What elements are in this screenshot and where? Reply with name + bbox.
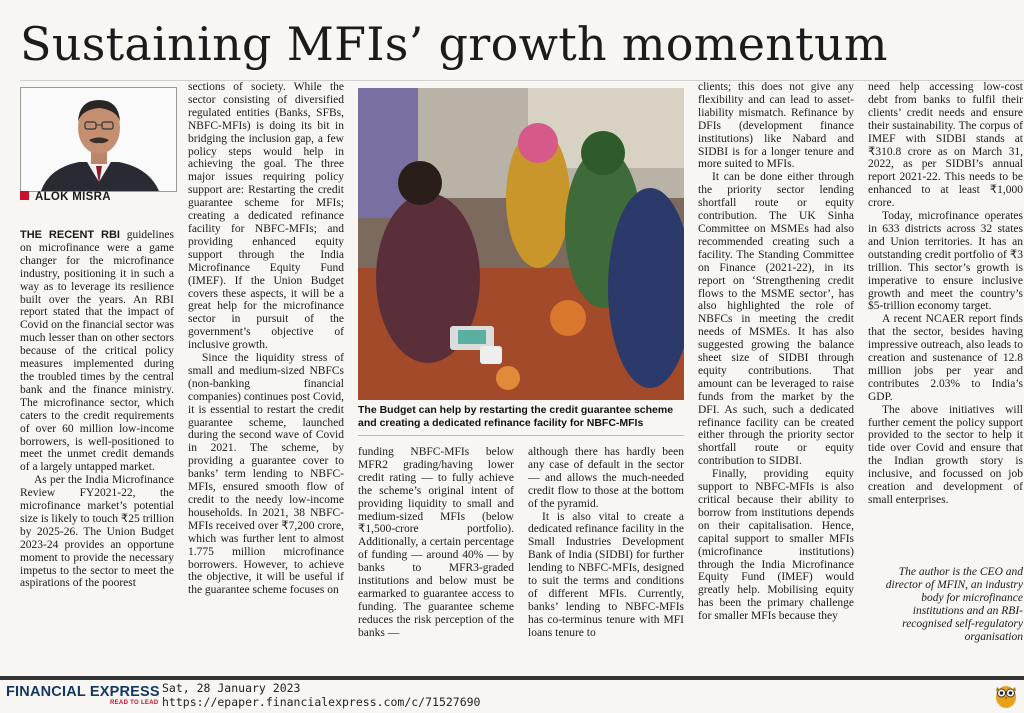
- lead-in: THE RECENT RBI: [20, 229, 120, 241]
- epaper-url[interactable]: https://epaper.financialexpress.com/c/71527690: [162, 695, 481, 709]
- headline: Sustaining MFIs’ growth momentum: [20, 17, 888, 71]
- col6-paragraph-4: The above initiatives will further cement the policy support provided to the sector to help it tide over Covid and ensure that the Indian growth story is inclusive, and focussed on job creation and development of small enterprises.: [868, 403, 1023, 506]
- caption-rule: [358, 435, 684, 436]
- column-5: [698, 81, 854, 623]
- column-4: [528, 446, 684, 640]
- col5-paragraph-2: It can be done either through the priority sector lending shortfall route or equity contribution. The UK Sinha Committee on MSMEs had also recommended creating such a facility. The Standing Committee on Finance (2021-22), in its report on ‘Strengthening credit flows to the MSME sector’, has also highlighted the role of NBFCs in meeting the credit needs of MSMEs. It has also suggested growing the balance sheet size of SIDBI through equity contributions. That amount can be leveraged to raise funds from the market by the DFI. As such, such a dedicated refinance facility can be created either through the priority sector shortfall route or equity contribution to SIDBI.: [698, 171, 854, 468]
- column-6: [868, 81, 1023, 507]
- column-1: [20, 229, 174, 590]
- author-name: ALOK MISRA: [35, 191, 111, 203]
- col5-paragraph-3: Finally, providing equity support to NBFC-MFIs is also critical because their ability to borrow from institutions depends on their capitalisation. Hence, capital support to smaller MFIs (microfinance institutions) through the India Microfinance Equity Fund (IMEF) would greatly help. Mobilising equity has been the primary challenge for smaller MFIs because they: [698, 468, 854, 623]
- col1-p1-text: guidelines on microfinance were a game changer for the microfinance industry, positioning it in such a way as to leverage its resilience built over the years. An RBI report stated that the impact of Covid on the financial sector was much lesser than on other sectors because of the critical policy measures implemented during the troubled times by the central bank and the finance ministry. The microfinance sector, which caters to the credit requirements of over 60 million low-income borrowers, is well-positioned to meet the unmet credit demands of a largely untapped market.: [20, 229, 174, 474]
- col2-paragraph-2: Since the liquidity stress of small and medium-sized NBFCs (non-banking financial companies) continues post Covid, it is essential to restart the credit guarantee scheme, launched during the second wave of Covid in 2021. The scheme, by providing a guarantee cover to banks’ term lending to NBFC-MFIs, ensured smooth flow of credit to the needy low-income households. In 2021, 38 NBFC-MFIs received over ₹7,200 crore, which was further lent to almost 1.775 million microfinance borrowers. However, to achieve the objective, it will be useful if the guarantee scheme focuses on: [188, 352, 344, 597]
- column-3: [358, 446, 514, 640]
- author-portrait: [20, 87, 177, 192]
- author-footnote: The author is the CEO and director of MFIN, an industry body for microfinance institutions and an RBI-recognised self-regulatory organisation: [885, 566, 1023, 643]
- article-photo: [358, 88, 684, 400]
- col4-paragraph-2: It is also vital to create a dedicated refinance facility in the Small Industries Development Bank of India (SIDBI) for further lending to NBFC-MFIs, designed to suit the terms and conditions of different MFIs. Currently, banks’ lending to NBFC-MFIs has co-terminus tenure with MFI loans tenure to: [528, 510, 684, 639]
- owl-mascot-icon: [994, 681, 1018, 709]
- financial-express-logo: FINANCIAL EXPRESS: [6, 684, 160, 700]
- col1-paragraph-1: [20, 229, 174, 474]
- col6-paragraph-3: A recent NCAER report finds that the sector, besides having impressive outreach, also leads to creation and sustenance of 12.8 million jobs per year and contributes 2.03% to India’s GDP.: [868, 313, 1023, 403]
- edition-date: Sat, 28 January 2023: [162, 681, 301, 695]
- col3-paragraph-1: funding NBFC-MFIs below MFR2 grading/having lower credit rating — to fully achieve the scheme’s original intent of providing liquidity to small and medium-sized MFIs (below ₹1,500-crore portfolio). Additionally, a certain percentage of funding — around 40% — by banks to MFR3-graded institutions and below must be earmarked to guarantee access to funding. The guarantee scheme reduces the risk perception of the banks —: [358, 446, 514, 639]
- logo-tagline: READ TO LEAD: [110, 700, 159, 706]
- footer-rule: [0, 676, 1024, 680]
- col6-paragraph-1: need help accessing low-cost debt from banks to fulfil their clients’ credit needs and ensure their sustainability. The corpus of IMEF with SIDBI stands at ₹310.8 crore as on March 31, 2022, as per SIDBI’s annual report 2021-22. This needs to be enhanced to at least ₹1,000 crore.: [868, 81, 1023, 210]
- col4-paragraph-1: although there has hardly been any case of default in the sector — and allows the much-needed credit flow to those at the bottom of the pyramid.: [528, 446, 684, 510]
- photo-caption: The Budget can help by restarting the credit guarantee scheme and creating a dedicated refinance facility for NBFC-MFIs: [358, 404, 674, 429]
- col2-paragraph-1: sections of society. While the sector consisting of diversified regulated entities (Banks, SFBs, NBFC-MFIs) is doing its bit in bridging the inclusion gap, a few policy steps would help in achieving the goal. The three major issues requiring policy support are: Restarting the credit guarantee scheme for MFIs; creating a dedicated refinance facility for NBFC-MFIs; and providing enhanced equity support through the India Microfinance Equity Fund (IMEF). If the Union Budget covers these aspects, it will be a great help for the microfinance sector in pursuit of the government’s objective of inclusive growth.: [188, 81, 344, 352]
- col5-paragraph-1: clients; this does not give any flexibility and can lead to asset-liability mismatch. Refinance by DFIs (development finance institutions) like Nabard and SIDBI is for a longer tenure and more suited to MFIs.: [698, 81, 854, 171]
- col6-paragraph-2: Today, microfinance operates in 633 districts across 32 states and Union territories. It has an outstanding credit portfolio of ₹3 trillion. This sector’s growth is imperative to ensure inclusive growth and meet the country’s $5-trillion economy target.: [868, 210, 1023, 313]
- author-byline: [20, 191, 111, 203]
- byline-marker-icon: [20, 191, 29, 200]
- author-portrait-illustration: [21, 88, 176, 191]
- col1-paragraph-2: As per the India Microfinance Review FY2021-22, the microfinance market’s potential size is likely to touch ₹25 trillion by 2025-26. The Union Budget 2023-24 provides an opportune moment to provide the necessary impetus to the sector to meet the aspirations of the poorest: [20, 474, 174, 590]
- photo-illustration: [358, 88, 684, 400]
- column-2: [188, 81, 344, 597]
